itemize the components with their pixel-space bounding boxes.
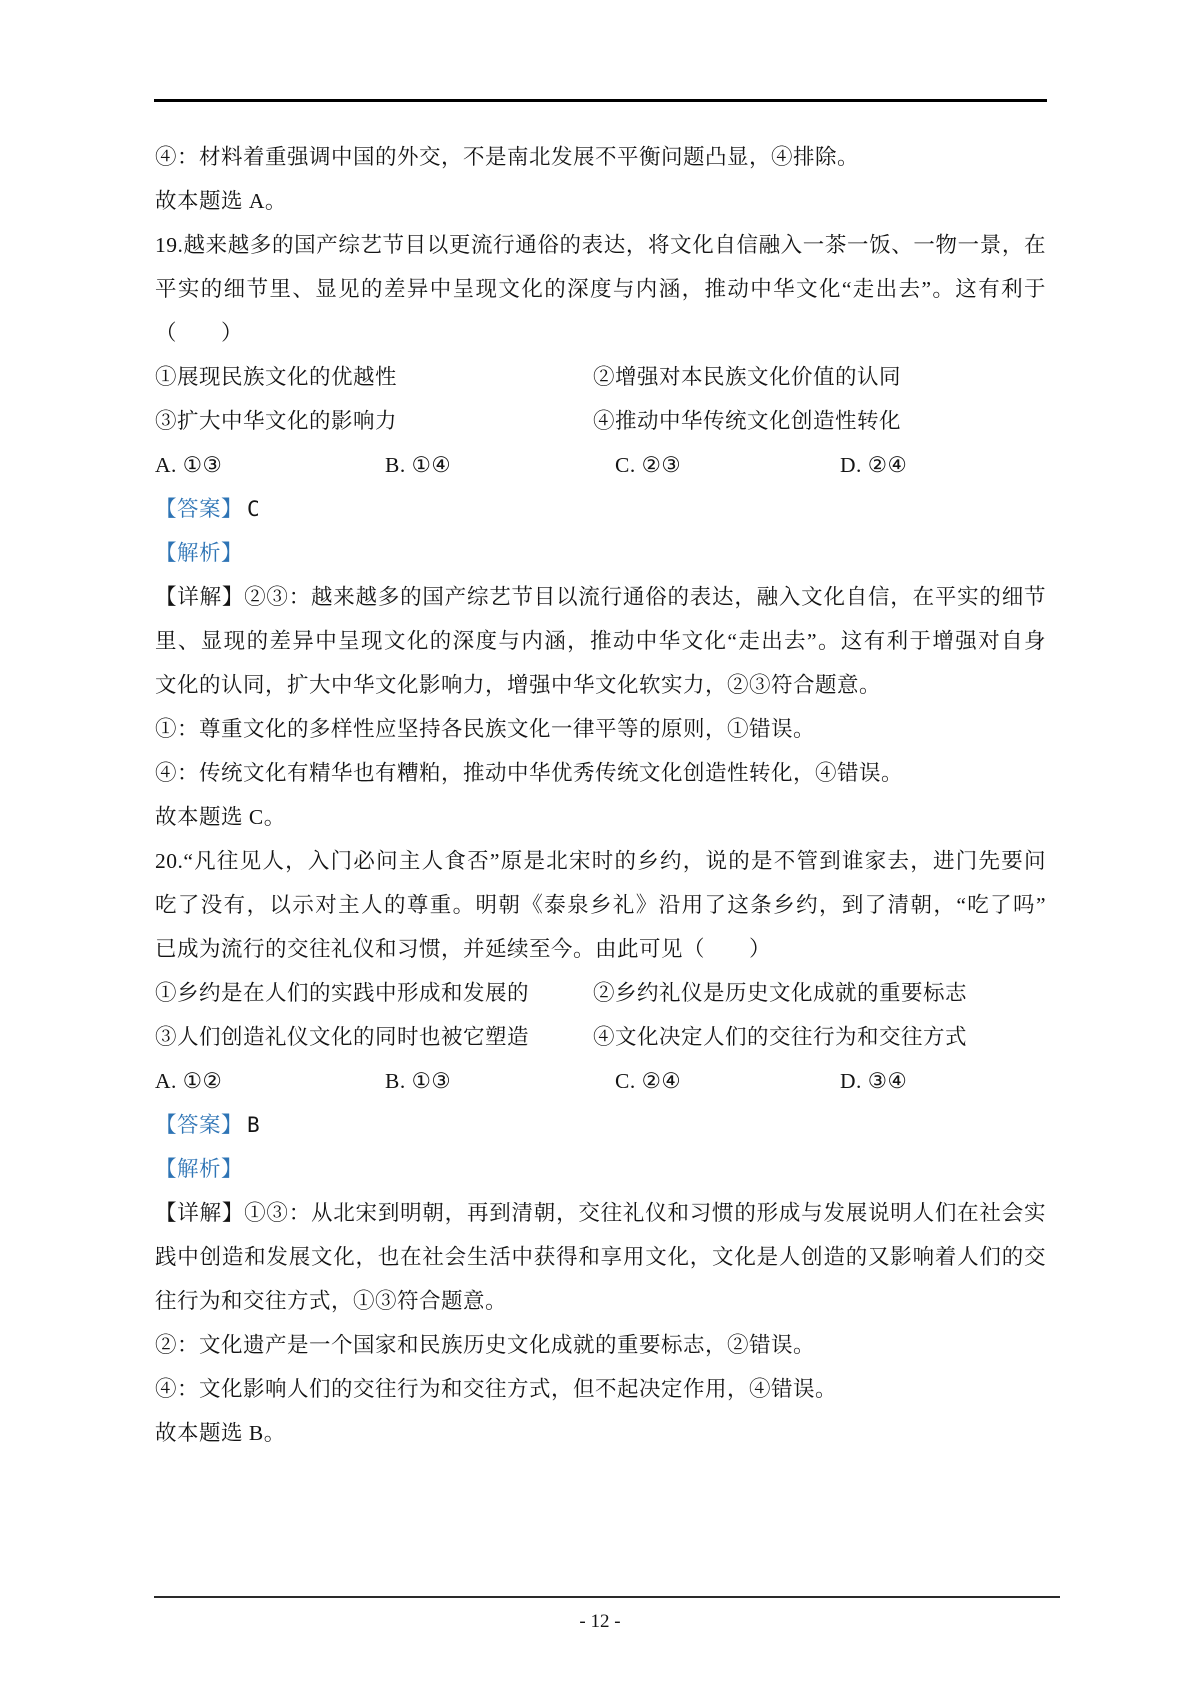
q20-choice-c: C. ②④ [615, 1069, 682, 1093]
q19-answer-label: 【答案】 [155, 497, 244, 521]
q19-option-1: ①展现民族文化的优越性 [155, 365, 398, 389]
q19-options-row2 [155, 399, 1046, 443]
q19-option-3: ③扩大中华文化的影响力 [155, 409, 398, 433]
q20-detail-point2: ②：文化遗产是一个国家和民族历史文化成就的重要标志，②错误。 [155, 1333, 816, 1357]
q19-options-row1 [155, 355, 1046, 399]
q20-options-row1 [155, 971, 1046, 1015]
q19-conclusion: 故本题选 C。 [155, 805, 286, 829]
q20-detail-line3: 往行为和交往方式，①③符合题意。 [155, 1289, 508, 1313]
q20-detail-line2: 践中创造和发展文化，也在社会生活中获得和享用文化，文化是人创造的又影响着人们的交 [155, 1245, 1046, 1269]
q20-detail-point4: ④：文化影响人们的交往行为和交往方式，但不起决定作用，④错误。 [155, 1377, 838, 1401]
q20-choice-d: D. ③④ [840, 1069, 908, 1093]
q19-detail-line3: 文化的认同，扩大中华文化影响力，增强中华文化软实力，②③符合题意。 [155, 673, 882, 697]
page-content [155, 135, 1046, 1455]
q20-analysis-label: 【解析】 [155, 1157, 244, 1181]
q20-options-row2 [155, 1015, 1046, 1059]
q20-option-2: ②乡约礼仪是历史文化成就的重要标志 [593, 981, 968, 1005]
q20-answer-label: 【答案】 [155, 1113, 244, 1137]
q20-choices-row [155, 1059, 1046, 1103]
q19-choice-c: C. ②③ [615, 453, 682, 477]
q19-choice-a: A. ①③ [155, 453, 223, 477]
q19-analysis-row [155, 531, 1046, 575]
q19-stem-line1: 19.越来越多的国产综艺节目以更流行通俗的表达，将文化自信融入一茶一饭、一物一景，在 [155, 233, 1046, 257]
q20-choice-b: B. ①③ [385, 1069, 452, 1093]
q19-choices-row [155, 443, 1046, 487]
q19-answer-row [155, 487, 1046, 531]
q19-option-4: ④推动中华传统文化创造性转化 [593, 409, 902, 433]
q20-option-1: ①乡约是在人们的实践中形成和发展的 [155, 981, 530, 1005]
q19-stem-line2: 平实的细节里、显见的差异中呈现文化的深度与内涵，推动中华文化“走出去”。这有利于 [155, 277, 1046, 301]
footer-rule [154, 1596, 1060, 1598]
q18-explanation-point4: ④：材料着重强调中国的外交，不是南北发展不平衡问题凸显，④排除。 [155, 145, 860, 169]
q20-detail-line1: 【详解】①③：从北宋到明朝，再到清朝，交往礼仪和习惯的形成与发展说明人们在社会实 [155, 1201, 1046, 1225]
q19-stem-line3: （ ） [155, 321, 244, 345]
q20-analysis-row [155, 1147, 1046, 1191]
q20-stem-line2: 吃了没有，以示对主人的尊重。明朝《泰泉乡礼》沿用了这条乡约，到了清朝，“吃了吗” [155, 893, 1046, 917]
q20-choice-a: A. ①② [155, 1069, 223, 1093]
q19-detail-point1: ①：尊重文化的多样性应坚持各民族文化一律平等的原则，①错误。 [155, 717, 816, 741]
q19-option-2: ②增强对本民族文化价值的认同 [593, 365, 902, 389]
q20-stem-line1: 20.“凡往见人，入门必问主人食否”原是北宋时的乡约，说的是不管到谁家去，进门先要问 [155, 849, 1046, 873]
q19-choice-b: B. ①④ [385, 453, 452, 477]
q19-detail-line2: 里、显现的差异中呈现文化的深度与内涵，推动中华文化“走出去”。这有利于增强对自身 [155, 629, 1046, 653]
q20-stem-line3: 已成为流行的交往礼仪和习惯，并延续至今。由此可见（ ） [155, 937, 772, 961]
q19-detail-point4: ④：传统文化有精华也有糟粕，推动中华优秀传统文化创造性转化，④错误。 [155, 761, 904, 785]
q20-option-4: ④文化决定人们的交往行为和交往方式 [593, 1025, 968, 1049]
page-number: - 12 - [579, 1611, 621, 1632]
q18-conclusion: 故本题选 A。 [155, 189, 287, 213]
q19-choice-d: D. ②④ [840, 453, 908, 477]
q19-detail-line1: 【详解】②③：越来越多的国产综艺节目以流行通俗的表达，融入文化自信，在平实的细节 [155, 585, 1046, 609]
q20-answer-row [155, 1103, 1046, 1147]
header-rule [154, 99, 1047, 102]
q19-analysis-label: 【解析】 [155, 541, 244, 565]
q19-answer-value: C [247, 497, 261, 521]
q20-answer-value: B [247, 1113, 261, 1137]
q20-conclusion: 故本题选 B。 [155, 1421, 286, 1445]
q20-option-3: ③人们创造礼仪文化的同时也被它塑造 [155, 1025, 530, 1049]
